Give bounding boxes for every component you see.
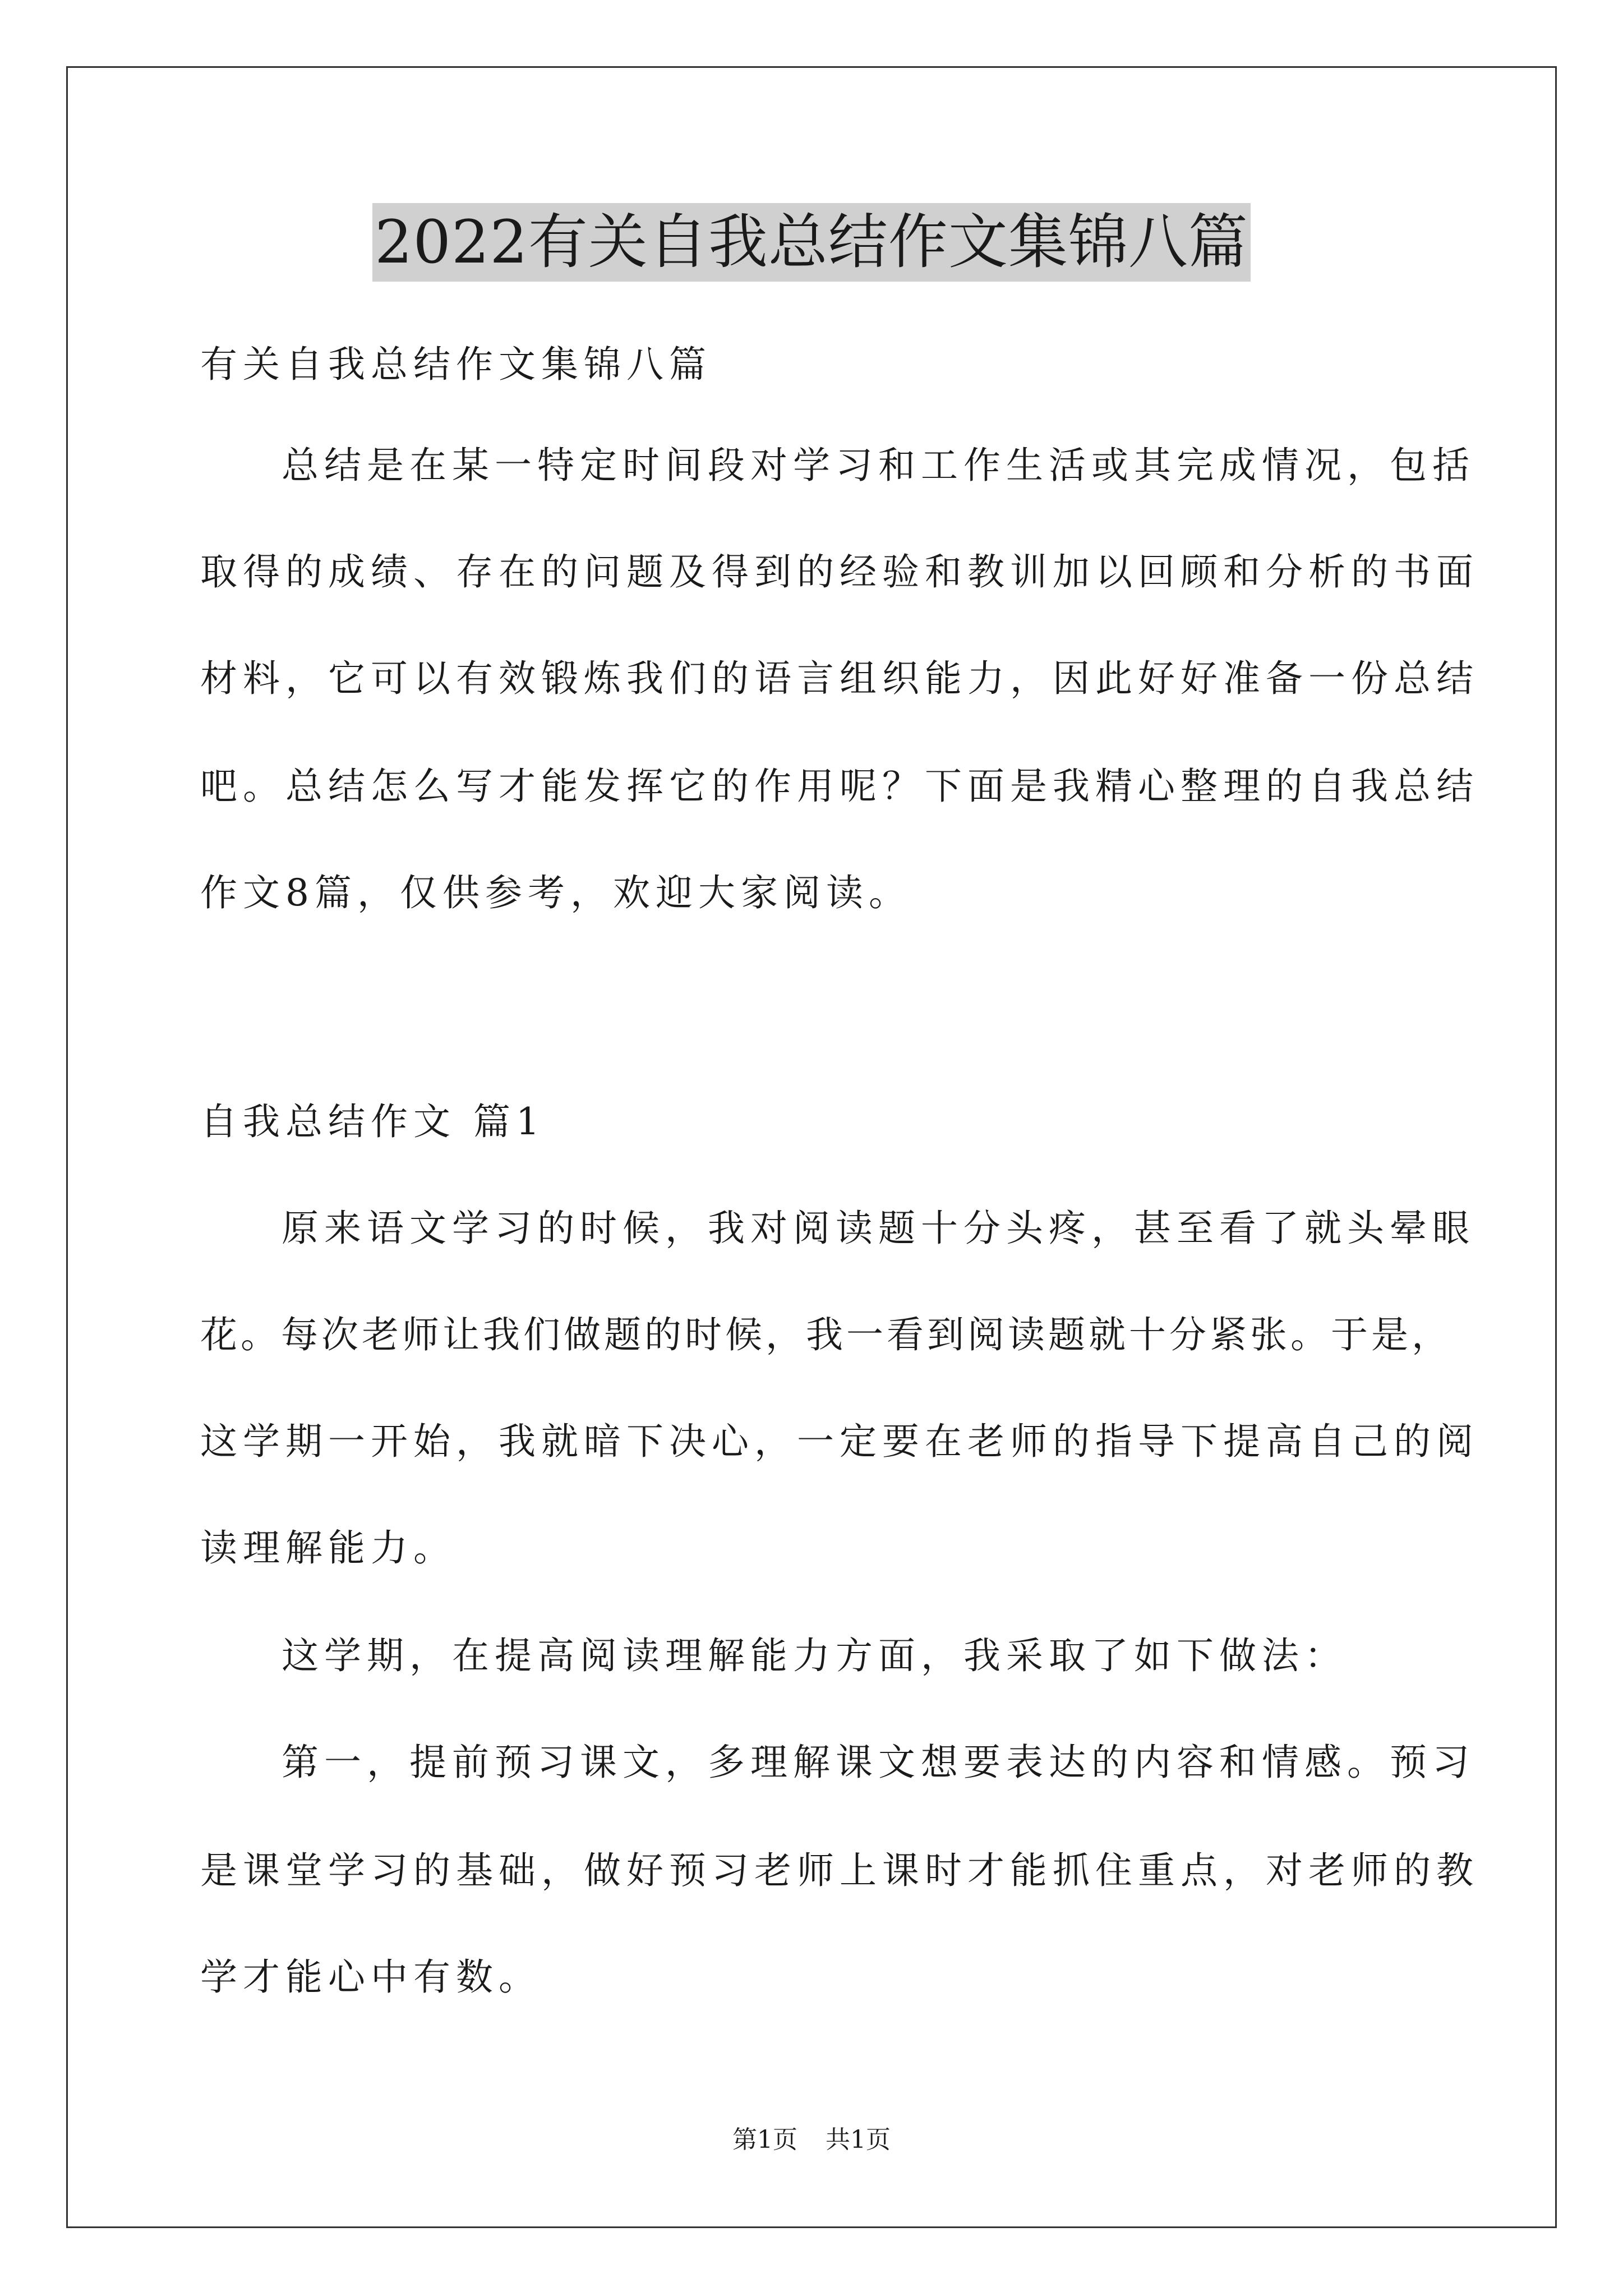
section-1-para-1-line-1: 原来语文学习的时候，我对阅读题十分头疼，甚至看了就头晕眼 xyxy=(282,1207,1475,1250)
intro-line-5: 作文8篇，仅供参考，欢迎大家阅读。 xyxy=(200,871,911,914)
page-footer xyxy=(0,2123,1623,2157)
intro-line-4: 吧。总结怎么写才能发挥它的作用呢？下面是我精心整理的自我总结 xyxy=(200,765,1479,808)
section-1-para-3-line-2: 是课堂学习的基础，做好预习老师上课时才能抓住重点，对老师的教 xyxy=(200,1849,1479,1892)
section-1-para-1-line-2: 花。每次老师让我们做题的时候，我一看到阅读题就十分紧张。于是， xyxy=(200,1313,1452,1356)
section-1-para-1-line-3: 这学期一开始，我就暗下决心，一定要在老师的指导下提高自己的阅 xyxy=(200,1420,1479,1463)
intro-line-1: 总结是在某一特定时间段对学习和工作生活或其完成情况，包括 xyxy=(282,444,1475,487)
intro-line-3: 材料，它可以有效锻炼我们的语言组织能力，因此好好准备一份总结 xyxy=(200,657,1479,700)
page-number: 第1页 xyxy=(732,2125,797,2154)
document-title xyxy=(0,203,1623,282)
document-title-text: 2022有关自我总结作文集锦八篇 xyxy=(372,203,1251,282)
section-1-para-2: 这学期，在提高阅读理解能力方面，我采取了如下做法： xyxy=(282,1634,1347,1677)
document-subtitle: 有关自我总结作文集锦八篇 xyxy=(200,343,712,386)
page-total: 共1页 xyxy=(826,2125,891,2154)
section-1-heading: 自我总结作文 篇1 xyxy=(200,1100,545,1143)
section-1-para-3-line-1: 第一，提前预习课文，多理解课文想要表达的内容和情感。预习 xyxy=(282,1741,1475,1784)
section-1-para-1-line-4: 读理解能力。 xyxy=(200,1526,456,1570)
section-1-para-3-line-3: 学才能心中有数。 xyxy=(200,1955,541,1999)
intro-line-2: 取得的成绩、存在的问题及得到的经验和教训加以回顾和分析的书面 xyxy=(200,550,1479,593)
